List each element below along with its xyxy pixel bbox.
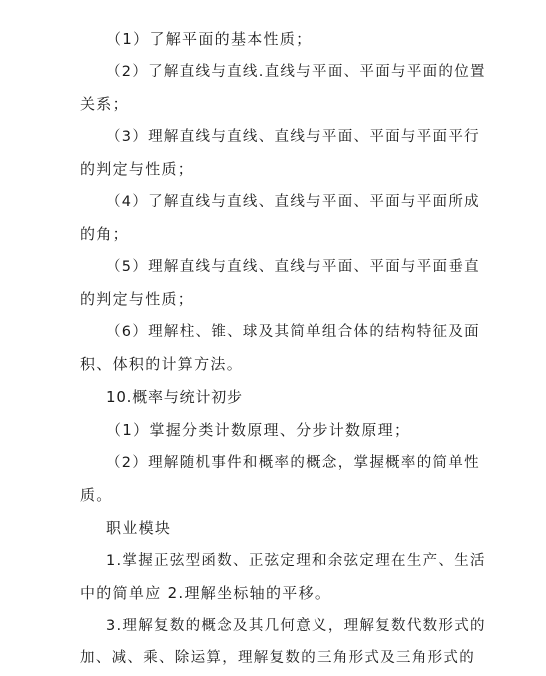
paragraph-line: 质。 (80, 486, 113, 504)
paragraph-line: （4）了解直线与直线、直线与平面、平面与平面所成 (106, 194, 480, 210)
paragraph-line: （6）理解柱、锥、球及其简单组合体的结构特征及面 (106, 324, 480, 340)
paragraph-line: 的判定与性质； (80, 290, 195, 308)
section-heading: 职业模块 (106, 519, 172, 537)
paragraph-line: 的角； (80, 225, 129, 243)
paragraph-line: （2）了解直线与直线.直线与平面、平面与平面的位置 (106, 64, 486, 80)
paragraph-line: 加、减、乘、除运算，理解复数的三角形式及三角形式的 (80, 650, 475, 666)
paragraph-line: 3.理解复数的概念及其几何意义，理解复数代数形式的 (106, 618, 486, 634)
paragraph-line: （5）理解直线与直线、直线与平面、平面与平面垂直 (106, 259, 480, 275)
paragraph-line: （3）理解直线与直线、直线与平面、平面与平面平行 (106, 129, 480, 145)
paragraph-line: 的判定与性质； (80, 160, 195, 178)
paragraph-line: 积、体积的计算方法。 (80, 355, 244, 373)
paragraph-line: （1）掌握分类计数原理、分步计数原理； (106, 421, 411, 439)
paragraph-line: 1.掌握正弦型函数、正弦定理和余弦定理在生产、生活 (106, 553, 486, 569)
paragraph-line: （1）了解平面的基本性质； (106, 30, 313, 48)
paragraph-line: 中的简单应 2.理解坐标轴的平移。 (80, 584, 332, 602)
paragraph-line: 关系； (80, 95, 129, 113)
section-heading: 10.概率与统计初步 (106, 388, 243, 406)
paragraph-line: （2）理解随机事件和概率的概念，掌握概率的简单性 (106, 455, 480, 471)
